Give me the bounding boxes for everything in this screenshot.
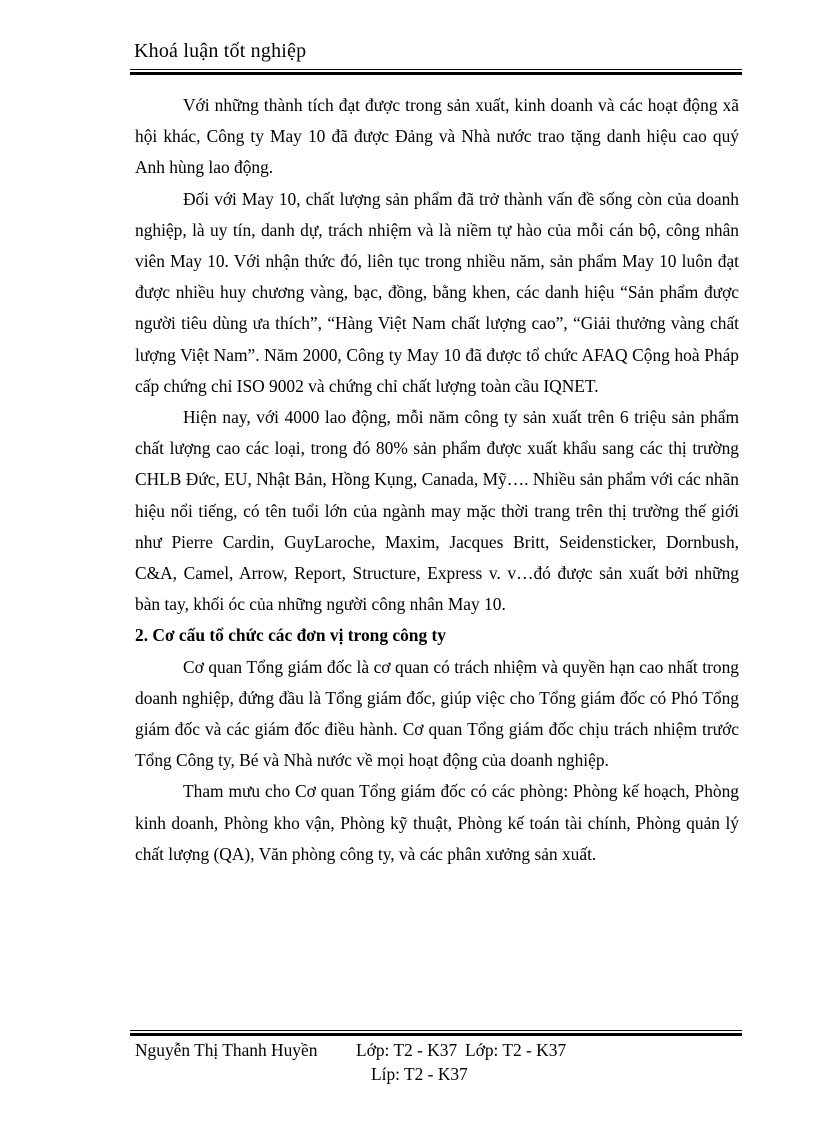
body-paragraph: Cơ quan Tổng giám đốc là cơ quan có trách nhiệm và quyền hạn cao nhất trong doanh nghiệp, đứng đầu là Tổng giám đốc, giúp việc cho Tổng giám đốc có Phó Tổng giám đốc và các giám đốc điều hành. Cơ quan Tổng giám đốc chịu trách nhiệm trước Tổng Công ty, Bé và Nhà nước về mọi hoạt động của doanh nghiệp. [135, 656, 739, 771]
header-rule-thick [130, 72, 742, 75]
footer-author: Nguyễn Thị Thanh Huyền [135, 1040, 318, 1060]
document-body [135, 90, 739, 870]
body-paragraph: Hiện nay, với 4000 lao động, mỗi năm công ty sản xuất trên 6 triệu sản phẩm chất lượng cao các loại, trong đó 80% sản phẩm được xuất khẩu sang các thị trường CHLB Đức, EU, Nhật Bản, Hồng Kụng, Canada, Mỹ…. Nhiều sản phẩm với các nhãn hiệu nổi tiếng, có tên tuổi lớn của ngành may mặc thời trang trên thị trường thế giới như Pierre Cardin, GuyLaroche, Maxim, Jacques Britt, Seidensticker, Dornbush, C&A, Camel, Arrow, Report, Structure, Express v. v…đó được sản xuất bởi những bàn tay, khối óc của những người công nhân May 10. [135, 407, 739, 615]
body-paragraph: Đối với May 10, chất lượng sản phẩm đã trở thành vấn đề sống còn của doanh nghiệp, là uy tín, danh dự, trách nhiệm và là niềm tự hào của mỗi cán bộ, công nhân viên May 10. Với nhận thức đó, liên tục trong nhiều năm, sản phẩm May 10 luôn đạt được nhiều huy chương vàng, bạc, đồng, bằng khen, các danh hiệu “Sản phẩm được người tiêu dùng ưa thích”, “Hàng Việt Nam chất lượng cao”, “Giải thưởng vàng chất lượng Việt Nam”. Năm 2000, Công ty May 10 đã được tổ chức AFAQ Cộng hoà Pháp cấp chứng chỉ ISO 9002 và chứng chỉ chất lượng toàn cầu IQNET. [135, 188, 739, 396]
section-heading: 2. Cơ cấu tổ chức các đơn vị trong công ty [135, 625, 446, 646]
body-paragraph: Với những thành tích đạt được trong sản xuất, kinh doanh và các hoạt động xã hội khác, Công ty May 10 đã được Đảng và Nhà nước trao tặng danh hiệu cao quý Anh hùng lao động. [135, 95, 739, 178]
footer-class-label: Líp: T2 - K37 [371, 1064, 468, 1084]
footer-rule-thin [130, 1030, 742, 1031]
body-paragraph: Tham mưu cho Cơ quan Tổng giám đốc có các phòng: Phòng kế hoạch, Phòng kinh doanh, Phòng kho vận, Phòng kỹ thuật, Phòng kế toán tài chính, Phòng quản lý chất lượng (QA), Văn phòng công ty, và các phân xưởng sản xuất. [135, 781, 739, 864]
page-footer [135, 1039, 739, 1084]
footer-rule-thick [130, 1033, 742, 1036]
header-rule-thin [130, 69, 742, 70]
footer-class-label: Lớp: T2 - K37 [465, 1040, 567, 1060]
page-header-title: Khoá luận tốt nghiệp [134, 40, 307, 62]
footer-class-label: Lớp: T2 - K37 [356, 1040, 458, 1060]
